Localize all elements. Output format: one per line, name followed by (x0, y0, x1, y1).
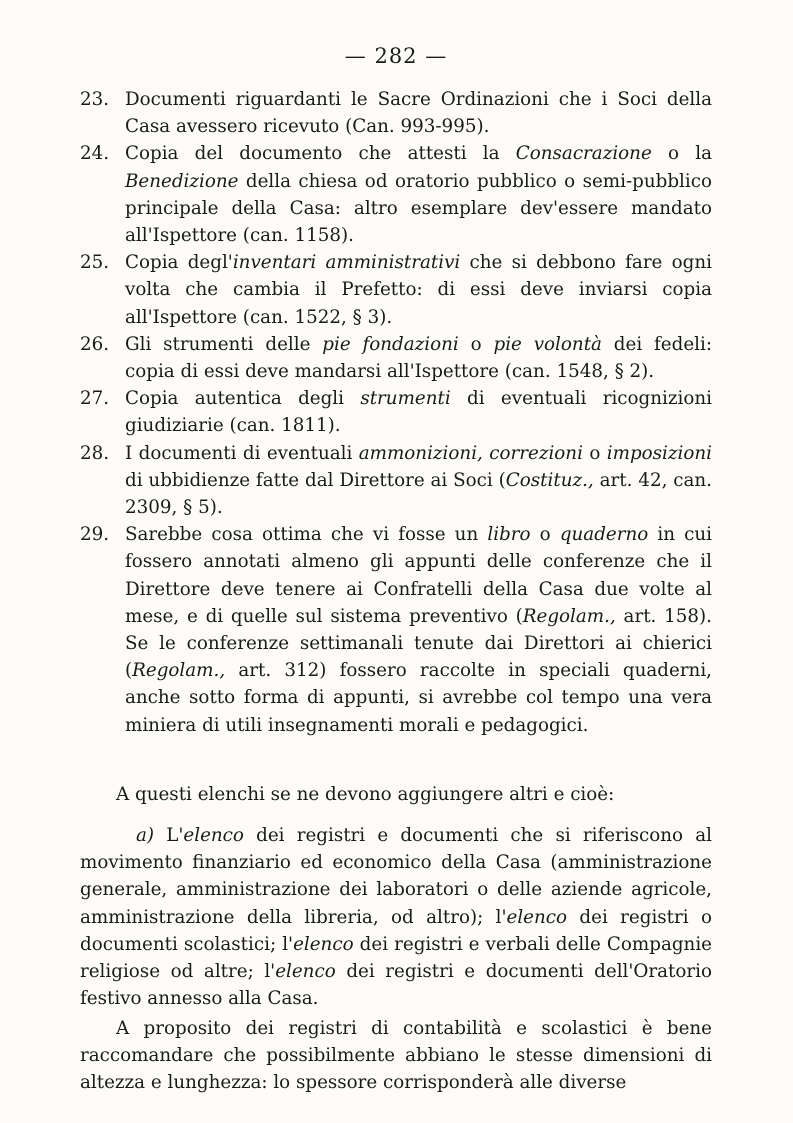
list-item (80, 86, 712, 140)
paragraph-a: a) L'elenco dei registri e documenti che si riferiscono al movimento finanziario ed economico della Casa (amministrazione generale, amministrazione dei laboratori o delle aziende agricole, amministrazione della libreria, od altro); l'elenco dei registri o documenti scolastici; l'elenco dei registri e verbali delle Compagnie religiose od altre; l'elenco dei registri e documenti dell'Oratorio festivo annesso alla Casa. (80, 825, 712, 1010)
item-number: 25. (80, 252, 110, 274)
document-page (80, 44, 712, 1096)
item-text: Gli strumenti delle pie fondazioni o pie volontà dei fedeli: copia di essi deve mandarsi all'Ispettore (can. 1548, § 2). (125, 333, 712, 383)
item-number: 27. (80, 388, 110, 410)
item-number: 24. (80, 143, 110, 165)
item-number: 29. (80, 524, 110, 546)
item-text: Sarebbe cosa ottima che vi fosse un libro o quaderno in cui fossero annotati almeno gli appunti delle conferenze che il Direttore deve tenere ai Confratelli della Casa due volte al mese, e di quelle sul sistema preventivo (Regolam., art. 158). Se le conferenze settimanali tenute dai Direttori ai chierici (Regolam., art. 312) fossero raccolte in speciali quaderni, anche sotto forma di appunti, si avrebbe col tempo una vera miniera di utili insegnamenti morali e pedagogici. (125, 524, 712, 736)
item-text: Copia degl'inventari amministrativi che si debbono fare ogni volta che cambia il Prefetto: di essi deve inviarsi copia all'Ispettore (can. 1522, § 3). (125, 252, 712, 328)
paragraph-registri: A proposito dei registri di contabilità e scolastici è bene raccomandare che possibilmente abbiano le stesse dimensioni di altezza e lunghezza: lo spessore corrisponderà alle diverse (80, 1017, 712, 1093)
item-text: Copia autentica degli strumenti di eventuali ricognizioni giudiziarie (can. 1811). (125, 388, 712, 437)
list-item (80, 249, 712, 331)
list-item (80, 521, 712, 739)
paragraph-a-label: a) (136, 825, 155, 847)
intro-paragraph: A questi elenchi se ne devono aggiungere altri e cioè: (116, 783, 615, 805)
item-number: 26. (80, 333, 110, 355)
item-number: 23. (80, 89, 110, 110)
item-text: Copia del documento che attesti la Consacrazione o la Benedizione della chiesa od oratorio pubblico o semi-pubblico principale della Casa: altro esemplare dev'essere mandato all'Ispettore (can. 1158). (125, 143, 712, 247)
item-text: Documenti riguardanti le Sacre Ordinazioni che i Soci della Casa avessero ricevuto (Can. 993-995). (125, 89, 712, 138)
page-number: — 282 — (344, 44, 448, 68)
numbered-list (80, 86, 712, 739)
list-item (80, 140, 712, 249)
list-item (80, 440, 712, 522)
item-text: I documenti di eventuali ammonizioni, correzioni o imposizioni di ubbidienze fatte dal Direttore ai Soci (Costituz., art. 42, can. 2309, § 5). (125, 442, 713, 519)
item-number: 28. (80, 442, 110, 464)
list-item (80, 331, 712, 385)
list-item (80, 385, 712, 439)
